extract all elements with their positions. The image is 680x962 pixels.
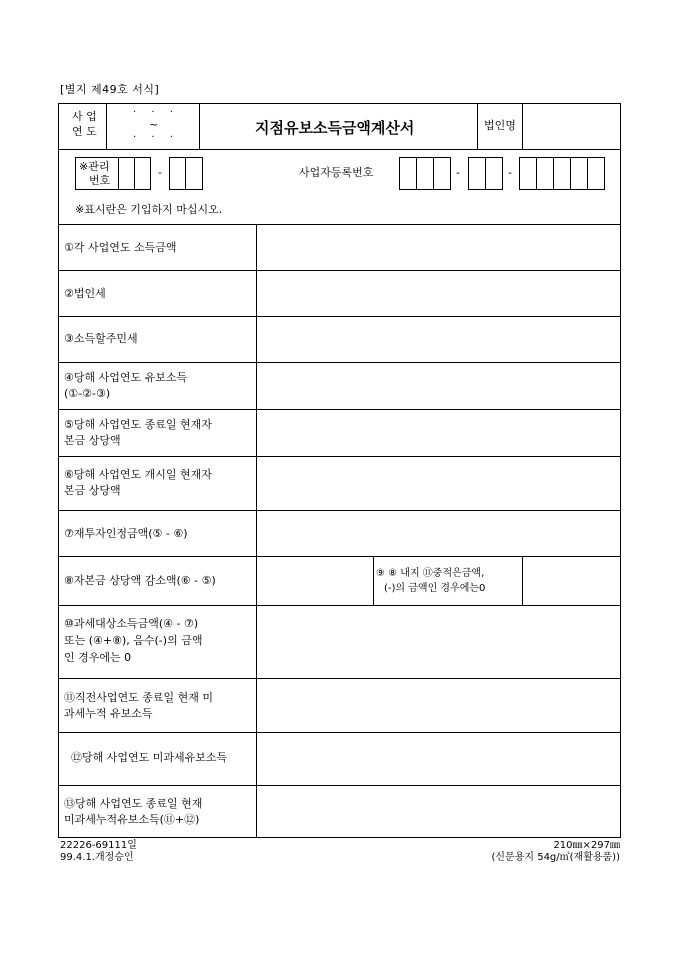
row-label-10-line1: ⑩과세대상소득금액(④ - ⑦) xyxy=(64,617,199,630)
biz-reg-box-7[interactable] xyxy=(536,157,554,190)
row-value-1[interactable] xyxy=(257,225,620,270)
form-title: 지점유보소득금액계산서 xyxy=(255,119,415,137)
management-label-line1: ※관리 xyxy=(79,160,110,173)
biz-reg-box-4[interactable] xyxy=(468,157,486,190)
row-value-4[interactable] xyxy=(257,363,620,409)
management-number-box-3[interactable] xyxy=(169,157,186,190)
biz-reg-dash-1: - xyxy=(456,166,460,179)
biz-reg-box-3[interactable] xyxy=(433,157,451,190)
business-registration-label: 사업자등록번호 xyxy=(299,166,374,179)
row-9-label-line2: (-)의 금액인 경우에는0 xyxy=(384,583,486,594)
business-year-label-line1: 사 업 xyxy=(72,110,97,123)
management-number-label-box xyxy=(75,157,119,190)
row-value-7[interactable] xyxy=(257,511,620,556)
row-value-11[interactable] xyxy=(257,679,620,732)
period-start-dots: · · · xyxy=(133,107,179,118)
row-label-7: ⑦재투자인정금액(⑤ - ⑥) xyxy=(64,527,188,540)
row-value-12[interactable] xyxy=(257,733,620,785)
biz-reg-box-9[interactable] xyxy=(570,157,588,190)
row-label-11-line2: 과세누적 유보소득 xyxy=(64,707,153,720)
revision-approval: 99.4.1.개정승인 xyxy=(60,852,134,863)
row-9-label-line1: ⑨ ⑧ 내지 ⑪중적은금액, xyxy=(376,568,485,579)
paper-size: 210㎜×297㎜ xyxy=(553,840,620,851)
management-number-dash: - xyxy=(158,166,162,179)
biz-reg-box-2[interactable] xyxy=(416,157,434,190)
row-label-5-line1: ⑤당해 사업연도 종료일 현재자 xyxy=(64,418,212,431)
row-value-10[interactable] xyxy=(257,606,620,678)
row-value-5[interactable] xyxy=(257,410,620,456)
biz-reg-box-5[interactable] xyxy=(485,157,503,190)
row-value-2[interactable] xyxy=(257,271,620,316)
corporation-name-label: 법인명 xyxy=(484,119,516,132)
row-value-13[interactable] xyxy=(257,786,620,837)
biz-reg-box-1[interactable] xyxy=(399,157,417,190)
management-number-box-4[interactable] xyxy=(185,157,203,190)
biz-reg-box-8[interactable] xyxy=(553,157,571,190)
period-tilde: ~ xyxy=(149,118,159,131)
period-end-dots: · · · xyxy=(133,132,179,143)
row-label-5-line2: 본금 상당액 xyxy=(64,434,121,447)
row-label-3: ③소득할주민세 xyxy=(64,332,138,345)
row-label-11-line1: ⑪직전사업연도 종료일 현재 미 xyxy=(64,691,214,704)
row-value-8[interactable] xyxy=(257,557,373,605)
corporation-name-field[interactable] xyxy=(523,104,620,149)
row-value-6[interactable] xyxy=(257,457,620,510)
form-number-label: [별지 제49호 서식] xyxy=(60,83,160,96)
management-label-line2: 번호 xyxy=(89,174,111,187)
row-label-10-line3: 인 경우에는 0 xyxy=(64,651,132,664)
row-label-13-line2: 미과세누적유보소득(⑪+⑫) xyxy=(64,813,200,826)
row-label-2: ②법인세 xyxy=(64,287,106,300)
row-label-13-line1: ⑬당해 사업연도 종료일 현재 xyxy=(64,797,203,810)
biz-reg-dash-2: - xyxy=(508,166,512,179)
business-period-field[interactable] xyxy=(107,104,199,149)
tax-form-sheet xyxy=(58,103,621,838)
row-label-10-line2: 또는 (④+⑧), 음수(-)의 금액 xyxy=(64,634,203,647)
biz-reg-box-6[interactable] xyxy=(519,157,537,190)
row-value-3[interactable] xyxy=(257,317,620,362)
row-label-6-line2: 본금 상당액 xyxy=(64,484,121,497)
row-label-6-line1: ⑥당해 사업연도 개시일 현재자 xyxy=(64,468,212,481)
row-label-4-line2: (①-②-③) xyxy=(64,387,111,400)
management-number-box-2[interactable] xyxy=(134,157,151,190)
paper-type: (신문용지 54g/㎡(재활용품)) xyxy=(491,852,620,863)
form-code: 22226-69111일 xyxy=(60,840,137,851)
biz-reg-box-10[interactable] xyxy=(587,157,605,190)
row-label-4-line1: ④당해 사업연도 유보소득 xyxy=(64,371,188,384)
row-label-12: ⑫당해 사업연도 미과세유보소득 xyxy=(71,751,228,764)
row-label-8: ⑧자본금 상당액 감소액(⑥ - ⑤) xyxy=(64,574,216,587)
row-value-9[interactable] xyxy=(523,557,620,605)
row-label-1: ①각 사업연도 소득금액 xyxy=(64,241,177,254)
business-year-label-line2: 연 도 xyxy=(72,125,97,138)
management-number-box-1[interactable] xyxy=(118,157,135,190)
admin-notice: ※표시란은 기입하지 마십시오. xyxy=(75,203,223,216)
